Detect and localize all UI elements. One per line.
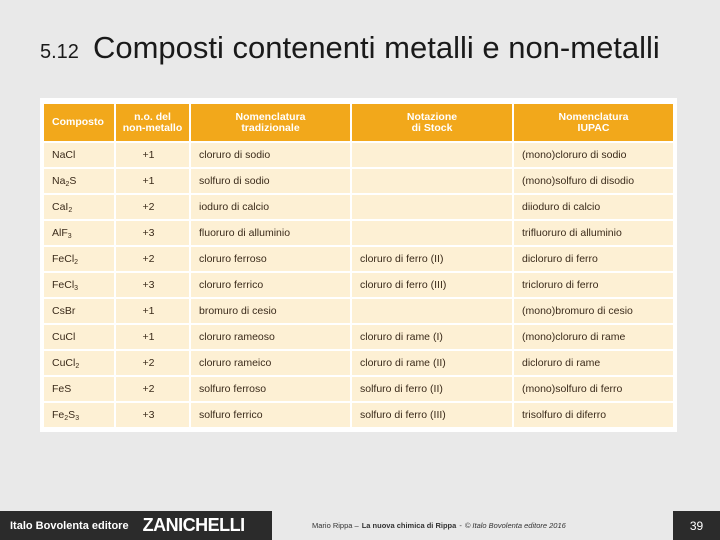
cell-stock-name bbox=[351, 194, 513, 220]
cell-stock-name: cloruro di rame (II) bbox=[351, 350, 513, 376]
table-row bbox=[44, 194, 673, 220]
nomenclature-table-frame bbox=[40, 98, 677, 432]
zanichelli-logo: ZANICHELLI bbox=[142, 515, 245, 535]
table-row bbox=[44, 220, 673, 246]
cell-formula: CsBr bbox=[44, 298, 115, 324]
slide-title-text: Composti contenenti metalli e non-metalli bbox=[92, 30, 660, 65]
header-composto: Composto bbox=[44, 104, 115, 142]
cell-stock-name bbox=[351, 298, 513, 324]
cell-stock-name: solfuro di ferro (II) bbox=[351, 376, 513, 402]
cell-oxidation-number: +1 bbox=[115, 168, 190, 194]
table-row bbox=[44, 168, 673, 194]
cell-iupac-name: (mono)solfuro di disodio bbox=[513, 168, 673, 194]
cell-oxidation-number: +2 bbox=[115, 194, 190, 220]
cell-iupac-name: trifluoruro di alluminio bbox=[513, 220, 673, 246]
cell-formula: FeCl$_2$ bbox=[44, 246, 115, 272]
table-row bbox=[44, 350, 673, 376]
cell-oxidation-number: +1 bbox=[115, 324, 190, 350]
cell-iupac-name: (mono)cloruro di rame bbox=[513, 324, 673, 350]
table-header-row bbox=[44, 104, 673, 142]
cell-oxidation-number: +1 bbox=[115, 142, 190, 168]
cell-oxidation-number: +1 bbox=[115, 298, 190, 324]
cell-formula: FeCl$_3$ bbox=[44, 272, 115, 298]
cell-formula: CuCl bbox=[44, 324, 115, 350]
cell-stock-name: cloruro di rame (I) bbox=[351, 324, 513, 350]
cell-traditional-name: cloruro rameoso bbox=[190, 324, 351, 350]
cell-stock-name bbox=[351, 142, 513, 168]
cell-traditional-name: cloruro ferrico bbox=[190, 272, 351, 298]
cell-oxidation-number: +2 bbox=[115, 376, 190, 402]
table-row bbox=[44, 324, 673, 350]
cell-oxidation-number: +2 bbox=[115, 350, 190, 376]
cell-traditional-name: ioduro di calcio bbox=[190, 194, 351, 220]
cell-formula: $Na_2S$ bbox=[44, 168, 115, 194]
table-row bbox=[44, 376, 673, 402]
footer-author: Mario Rippa – bbox=[312, 521, 359, 530]
cell-formula: CaI$_2$ bbox=[44, 194, 115, 220]
cell-traditional-name: bromuro di cesio bbox=[190, 298, 351, 324]
cell-stock-name: solfuro di ferro (III) bbox=[351, 402, 513, 428]
cell-formula: NaCl bbox=[44, 142, 115, 168]
cell-traditional-name: solfuro ferroso bbox=[190, 376, 351, 402]
cell-iupac-name: trisolfuro di diferro bbox=[513, 402, 673, 428]
cell-traditional-name: solfuro di sodio bbox=[190, 168, 351, 194]
cell-formula: AlF$_3$ bbox=[44, 220, 115, 246]
table-row bbox=[44, 298, 673, 324]
cell-traditional-name: solfuro ferrico bbox=[190, 402, 351, 428]
header-oxidation-number: n.o. del non-metallo bbox=[115, 104, 190, 142]
publisher-name: Italo Bovolenta editore bbox=[10, 519, 129, 532]
cell-iupac-name: (mono)cloruro di sodio bbox=[513, 142, 673, 168]
cell-iupac-name: dicloruro di ferro bbox=[513, 246, 673, 272]
cell-oxidation-number: +3 bbox=[115, 272, 190, 298]
cell-iupac-name: dicloruro di rame bbox=[513, 350, 673, 376]
slide-title bbox=[40, 30, 660, 80]
cell-formula: CuCl$_2$ bbox=[44, 350, 115, 376]
cell-stock-name: cloruro di ferro (III) bbox=[351, 272, 513, 298]
header-iupac: Nomenclatura IUPAC bbox=[513, 104, 673, 142]
table-row bbox=[44, 402, 673, 428]
header-traditional: Nomenclatura tradizionale bbox=[190, 104, 351, 142]
cell-stock-name bbox=[351, 220, 513, 246]
cell-iupac-name: (mono)bromuro di cesio bbox=[513, 298, 673, 324]
slide-number-label: 5.12 bbox=[40, 41, 79, 63]
cell-traditional-name: cloruro ferroso bbox=[190, 246, 351, 272]
cell-stock-name bbox=[351, 168, 513, 194]
cell-oxidation-number: +3 bbox=[115, 402, 190, 428]
cell-traditional-name: cloruro rameico bbox=[190, 350, 351, 376]
table-row bbox=[44, 246, 673, 272]
footer-book-title: La nuova chimica di Rippa bbox=[361, 521, 457, 530]
cell-iupac-name: diioduro di calcio bbox=[513, 194, 673, 220]
cell-oxidation-number: +3 bbox=[115, 220, 190, 246]
cell-oxidation-number: +2 bbox=[115, 246, 190, 272]
cell-formula: FeS bbox=[44, 376, 115, 402]
nomenclature-table bbox=[44, 104, 673, 429]
cell-iupac-name: tricloruro di ferro bbox=[513, 272, 673, 298]
footer-credits bbox=[312, 511, 566, 540]
page-number: 39 bbox=[673, 511, 720, 540]
footer-publisher-block bbox=[0, 511, 272, 540]
cell-traditional-name: cloruro di sodio bbox=[190, 142, 351, 168]
footer-dash: - bbox=[459, 521, 462, 530]
footer-bar bbox=[0, 511, 720, 540]
table-row bbox=[44, 272, 673, 298]
cell-traditional-name: fluoruro di alluminio bbox=[190, 220, 351, 246]
footer-copyright: © Italo Bovolenta editore 2016 bbox=[464, 521, 566, 530]
cell-iupac-name: (mono)solfuro di ferro bbox=[513, 376, 673, 402]
cell-formula: $Fe_2S_3$ bbox=[44, 402, 115, 428]
header-stock: Notazione di Stock bbox=[351, 104, 513, 142]
cell-stock-name: cloruro di ferro (II) bbox=[351, 246, 513, 272]
table-row bbox=[44, 142, 673, 168]
